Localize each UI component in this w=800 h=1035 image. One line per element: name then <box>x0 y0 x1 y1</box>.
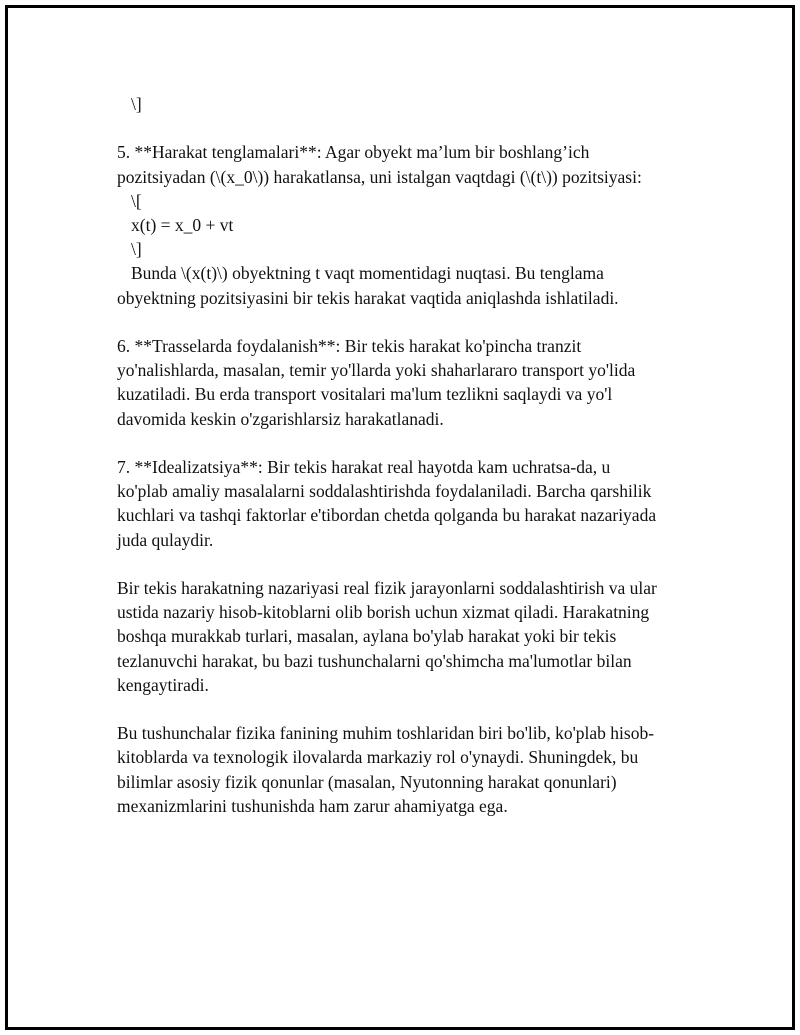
text-line: juda qulaydir. <box>117 529 214 550</box>
text-line: \[ <box>131 190 142 211</box>
paragraph-gap <box>117 697 697 721</box>
paragraph-gap <box>117 431 697 455</box>
text-line: pozitsiyadan (\(x_0\)) harakatlansa, uni istalgan vaqtdagi (\(t\)) pozitsiyasi: <box>117 166 642 187</box>
text-line: Bir tekis harakatning nazariyasi real fizik jarayonlarni soddalashtirish va ular <box>117 578 657 598</box>
text-line: kengaytiradi. <box>117 674 209 695</box>
text-line: boshqa murakkab turlari, masalan, aylana bo'ylab harakat yoki bir tekis <box>117 626 617 647</box>
text-line: tezlanuvchi harakat, bu bazi tushunchalarni qo'shimcha ma'lumotlar bilan <box>117 650 632 671</box>
paragraph-gap <box>117 116 697 140</box>
paragraph <box>117 721 697 818</box>
text-line: 7. **Idealizatsiya**: Bir tekis harakat real hayotda kam uchratsa-da, u <box>117 457 611 477</box>
text-line: 5. **Harakat tenglamalari**: Agar obyekt ma’lum bir boshlang’ich <box>117 142 590 163</box>
text-line: obyektning pozitsiyasini bir tekis harakat vaqtida aniqlashda ishlatiladi. <box>117 287 619 308</box>
text-line: bilimlar asosiy fizik qonunlar (masalan, Nyutonning harakat qonunlari) <box>117 771 617 792</box>
text-line: kuzatiladi. Bu erda transport vositalari ma'lum tezlikni saqlaydi va yo'l <box>117 384 613 405</box>
paragraph-gap <box>117 310 697 334</box>
text-line: kitoblarda va texnologik ilovalarda markaziy rol o'ynaydi. Shuningdek, bu <box>117 747 639 768</box>
paragraph <box>117 92 697 116</box>
text-line: yo'nalishlarda, masalan, temir yo'llarda yoki shaharlararo transport yo'lida <box>117 360 636 381</box>
paragraph <box>117 576 697 697</box>
paragraph <box>117 140 697 309</box>
document-body <box>117 92 697 818</box>
text-line: davomida keskin o'zgarishlarsiz harakatlanadi. <box>117 408 444 429</box>
paragraph <box>117 334 697 431</box>
text-line: Bu tushunchalar fizika fanining muhim toshlaridan biri bo'lib, ko'plab hisob- <box>117 723 655 744</box>
text-line: mexanizmlarini tushunishda ham zarur ahamiyatga ega. <box>117 795 508 816</box>
paragraph-gap <box>117 552 697 576</box>
text-line: \] <box>131 239 142 260</box>
text-line: ustida nazariy hisob-kitoblarni olib borish uchun xizmat qiladi. Harakatning <box>117 602 650 623</box>
text-line: Bunda \(x(t)\) obyektning t vaqt momentidagi nuqtasi. Bu tenglama <box>131 263 604 284</box>
text-line: 6. **Trasselarda foydalanish**: Bir tekis harakat ko'pincha tranzit <box>117 336 582 356</box>
text-line: kuchlari va tashqi faktorlar e'tibordan chetda qolganda bu harakat nazariyada <box>117 505 657 526</box>
text-line: \] <box>131 94 142 114</box>
text-line: x(t) = x_0 + vt <box>131 215 234 235</box>
text-line: ko'plab amaliy masalalarni soddalashtirishda foydalaniladi. Barcha qarshilik <box>117 481 652 502</box>
paragraph <box>117 455 697 552</box>
